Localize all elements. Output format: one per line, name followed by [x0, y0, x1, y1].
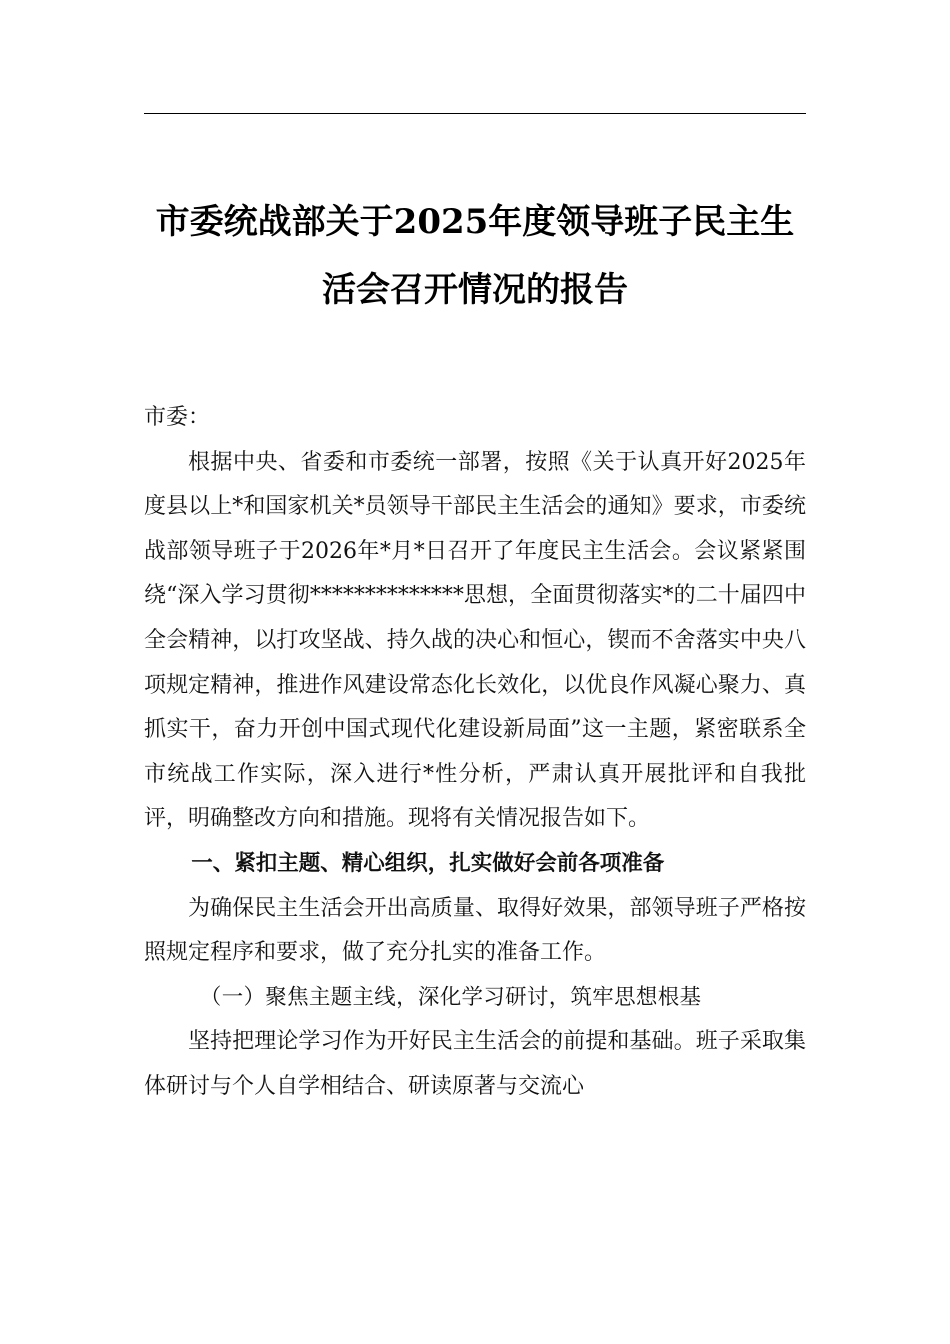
salutation: 市委：: [144, 405, 211, 430]
paragraph-intro: 根据中央、省委和市委统一部署，按照《关于认真开好2025年度县以上*和国家机关*员领导干部民主生活会的通知》要求，市委统战部领导班子于2026年*月*日召开了年度民主生活会。会议紧紧围绕“深入学习贯彻**************思想，全面贯彻落实*的二十届四中全会精神，以打攻坚战、持久战的决心和恒心，锲而不舍落实中央八项规定精神，推进作风建设常态化长效化，以优良作风凝心聚力、真抓实干，奋力开创中国式现代化建设新局面”这一主题，紧密联系全市统战工作实际，深入进行*性分析，严肃认真开展批评和自我批评，明确整改方向和措施。现将有关情况报告如下。: [144, 449, 806, 832]
section-heading-1: 一、紧扣主题、精心组织，扎实做好会前各项准备: [191, 850, 665, 876]
document-title: [144, 188, 806, 324]
document-body: [144, 396, 806, 1110]
title-line-2: 活会召开情况的报告: [322, 270, 628, 310]
subsection-heading-1: （一）聚焦主题主线，深化学习研讨，筑牢思想根基: [199, 984, 702, 1010]
title-line-1: 市委统战部关于2025年度领导班子民主生: [155, 202, 795, 242]
paragraph-study: 坚持把理论学习作为开好民主生活会的前提和基础。班子采取集体研讨与个人自学相结合、研读原著与交流心: [144, 1029, 806, 1099]
header-rule: [144, 113, 806, 114]
paragraph-preparation: 为确保民主生活会开出高质量、取得好效果，部领导班子严格按照规定程序和要求，做了充分扎实的准备工作。: [144, 895, 806, 966]
